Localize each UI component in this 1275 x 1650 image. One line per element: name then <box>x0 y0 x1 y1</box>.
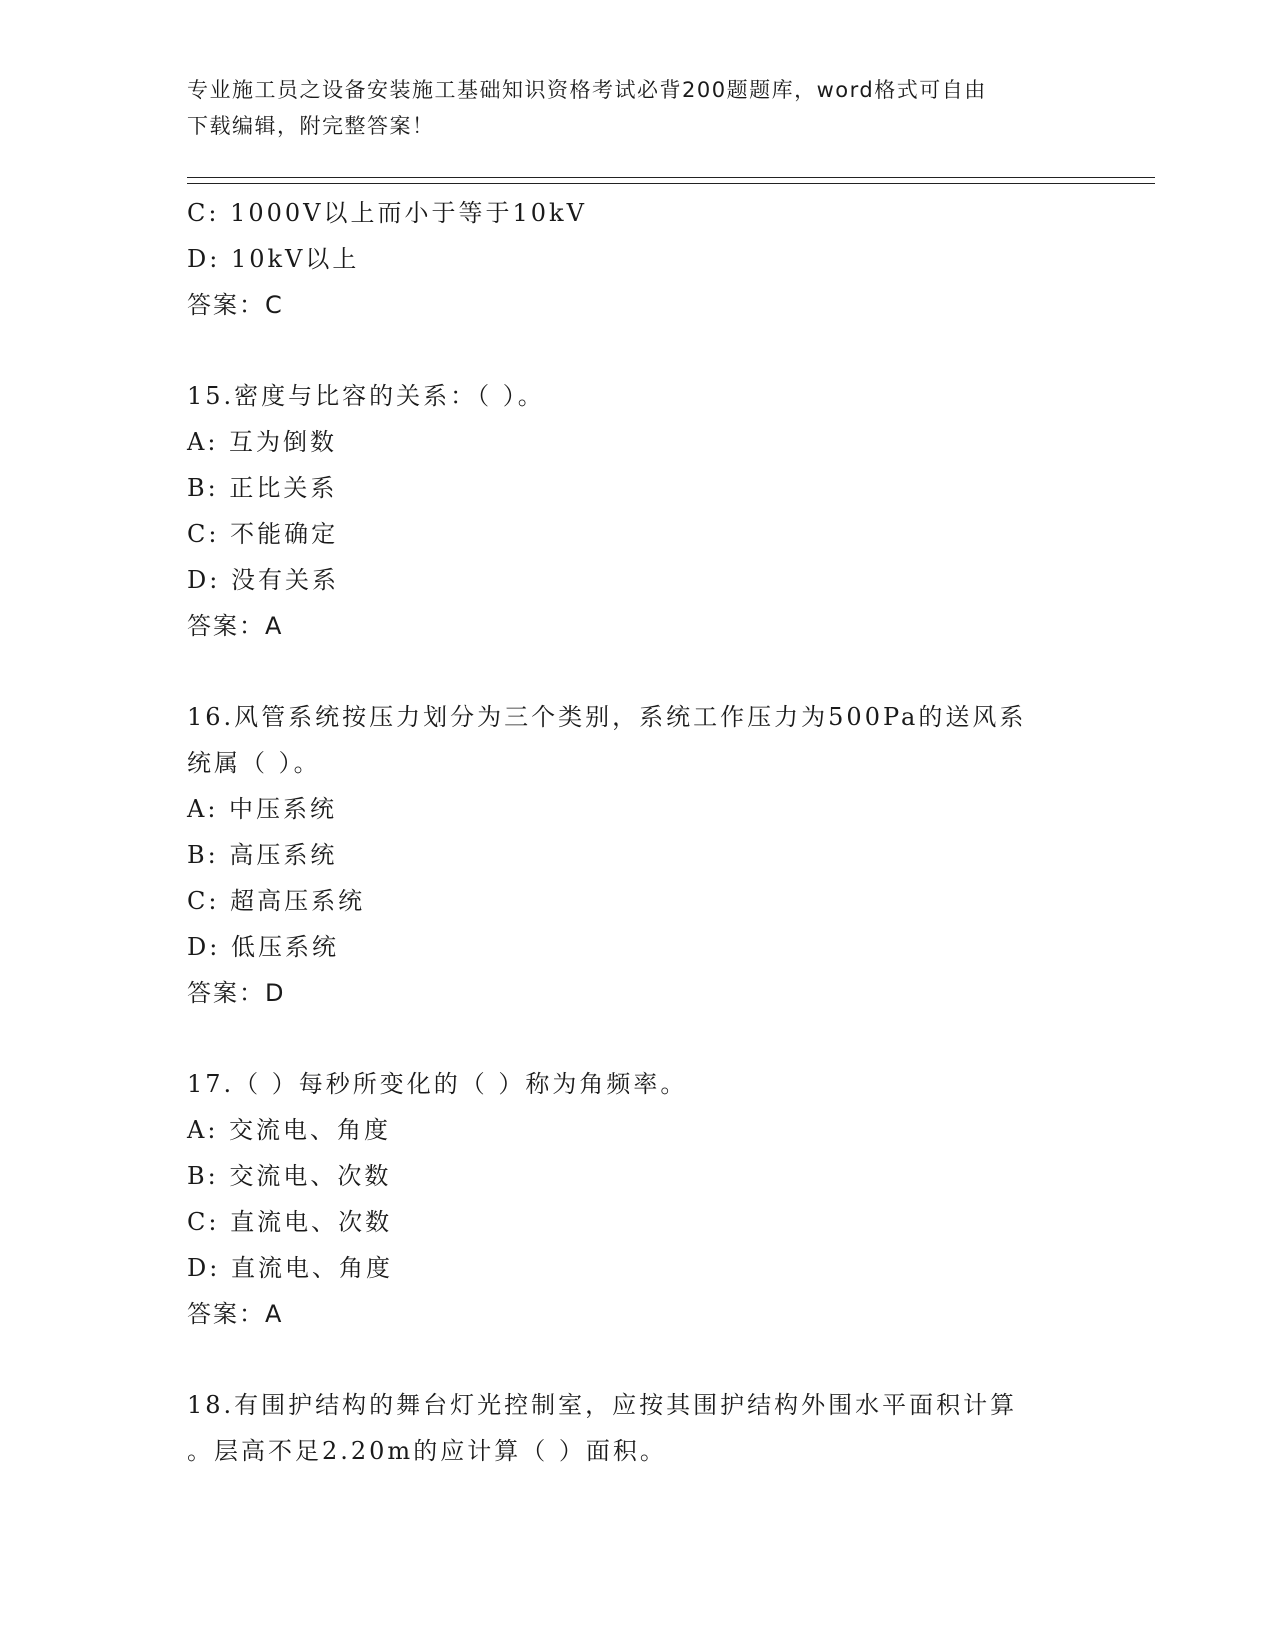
header-line-2: 下载编辑，附完整答案！ <box>187 114 435 138</box>
option-d: D: 低压系统 <box>187 933 339 961</box>
header-line-1: 专业施工员之设备安装施工基础知识资格考试必背200题题库，word格式可自由 <box>187 78 987 102</box>
question-16-block <box>187 694 1087 1016</box>
option-c: C: 不能确定 <box>187 520 339 548</box>
answer-line: 答案：A <box>187 1300 284 1328</box>
option-d: D: 10kV以上 <box>187 245 360 273</box>
question-17-block <box>187 1061 1087 1337</box>
question-stem: 15.密度与比容的关系：（ ）。 <box>187 382 545 410</box>
question-15-block <box>187 373 1087 649</box>
answer-line: 答案：A <box>187 612 284 640</box>
option-c: C: 1000V以上而小于等于10kV <box>187 199 587 227</box>
question-content <box>187 190 1087 1474</box>
continued-question-block <box>187 190 1087 328</box>
option-a: A: 交流电、角度 <box>187 1116 392 1144</box>
question-stem-continued: 。层高不足2.20m的应计算（ ）面积。 <box>187 1437 667 1465</box>
option-c: C: 超高压系统 <box>187 887 366 915</box>
answer-line: 答案：D <box>187 979 286 1007</box>
question-18-block <box>187 1382 1087 1474</box>
option-b: B: 正比关系 <box>187 474 338 502</box>
spacer <box>187 328 1087 373</box>
page-header <box>187 72 1087 144</box>
option-d: D: 直流电、角度 <box>187 1254 393 1282</box>
spacer <box>187 1016 1087 1061</box>
option-a: A: 互为倒数 <box>187 428 338 456</box>
answer-line: 答案：C <box>187 291 284 319</box>
question-stem: 16.风管系统按压力划分为三个类别，系统工作压力为500Pa的送风系 <box>187 703 1027 731</box>
option-b: B: 交流电、次数 <box>187 1162 392 1190</box>
option-d: D: 没有关系 <box>187 566 339 594</box>
option-c: C: 直流电、次数 <box>187 1208 393 1236</box>
option-b: B: 高压系统 <box>187 841 338 869</box>
question-stem: 17.（ ）每秒所变化的（ ）称为角频率。 <box>187 1070 688 1098</box>
question-stem-continued: 统属（ ）。 <box>187 749 321 777</box>
header-divider-top <box>187 177 1155 178</box>
header-divider-bottom <box>187 183 1155 184</box>
spacer <box>187 1337 1087 1382</box>
spacer <box>187 649 1087 694</box>
question-stem: 18.有围护结构的舞台灯光控制室，应按其围护结构外围水平面积计算 <box>187 1391 1018 1419</box>
option-a: A: 中压系统 <box>187 795 338 823</box>
